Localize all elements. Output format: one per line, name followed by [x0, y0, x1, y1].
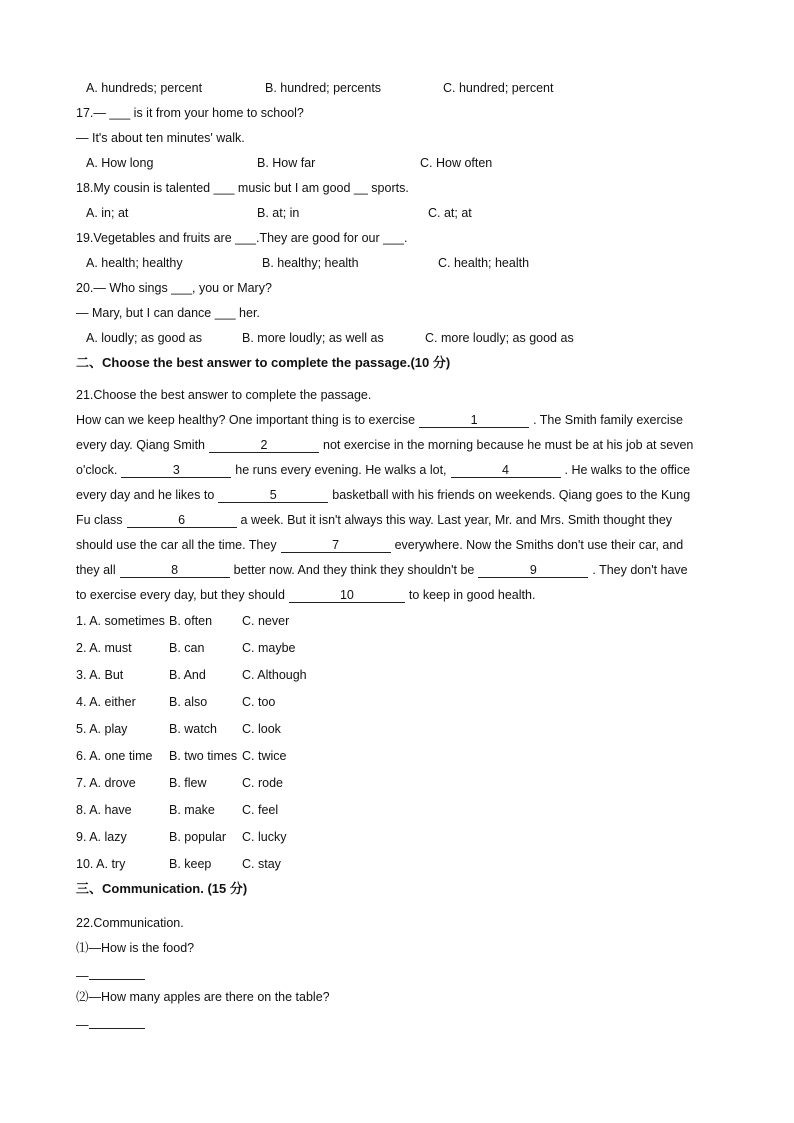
blank-2: 2 [209, 438, 319, 453]
choice-2-a: 2. A. must [76, 641, 132, 655]
choice-1-b: B. often [169, 614, 213, 628]
passage-line-4: every day and he likes to 5 basketball with his friends on weekends. Qiang goes to the Kung [76, 488, 691, 502]
q17-option-c: C. How often [420, 156, 493, 170]
choice-10-a: 10. A. try [76, 857, 126, 871]
passage-line-5: Fu class 6 a week. But it isn't always this way. Last year, Mr. and Mrs. Smith thought they [76, 513, 673, 527]
q18-question: 18.My cousin is talented ___ music but I am good __ sports. [76, 181, 409, 195]
answer-blank-1[interactable] [89, 965, 145, 980]
answer-blank-2[interactable] [89, 1014, 145, 1029]
choice-9-b: B. popular [169, 830, 226, 844]
choice-3-b: B. And [169, 668, 206, 682]
choice-6-a: 6. A. one time [76, 749, 153, 763]
choice-3-a: 3. A. But [76, 668, 124, 682]
choice-1-c: C. never [242, 614, 290, 628]
choice-10-b: B. keep [169, 857, 212, 871]
passage-line-7: they all 8 better now. And they think they shouldn't be 9 . They don't have [76, 563, 688, 577]
q22-item-1: ⑴—How is the food? [76, 941, 195, 955]
q20-answer-line: — Mary, but I can dance ___ her. [76, 306, 260, 320]
choice-8-c: C. feel [242, 803, 279, 817]
q18-option-b: B. at; in [257, 206, 300, 220]
q17-answer-line: — It's about ten minutes' walk. [76, 131, 245, 145]
q19-option-a: A. health; healthy [86, 256, 183, 270]
passage-line-2: every day. Qiang Smith 2 not exercise in the morning because he must be at his job at seven [76, 438, 694, 452]
blank-7: 7 [281, 538, 391, 553]
q19-option-b: B. healthy; health [262, 256, 359, 270]
q22-intro: 22.Communication. [76, 916, 184, 930]
blank-3: 3 [121, 463, 231, 478]
q19-question: 19.Vegetables and fruits are ___.They are good for our ___. [76, 231, 408, 245]
q20-option-a: A. loudly; as good as [86, 331, 203, 345]
passage-line-3: o'clock. 3 he runs every evening. He walks a lot, 4 . He walks to the office [76, 463, 691, 477]
q16-option-c: C. hundred; percent [443, 81, 554, 95]
choice-7-b: B. flew [169, 776, 207, 790]
q22-answer-2: — [76, 1014, 145, 1033]
blank-5: 5 [218, 488, 328, 503]
q17-option-a: A. How long [86, 156, 154, 170]
q20-question: 20.— Who sings ___, you or Mary? [76, 281, 272, 295]
choice-7-c: C. rode [242, 776, 283, 790]
choice-1-a: 1. A. sometimes [76, 614, 165, 628]
choice-6-b: B. two times [169, 749, 238, 763]
q20-option-c: C. more loudly; as good as [425, 331, 574, 345]
blank-10: 10 [289, 588, 405, 603]
choice-3-c: C. Although [242, 668, 307, 682]
choice-4-a: 4. A. either [76, 695, 136, 709]
choice-8-a: 8. A. have [76, 803, 132, 817]
q21-intro: 21.Choose the best answer to complete the passage. [76, 388, 372, 402]
q16-option-b: B. hundred; percents [265, 81, 382, 95]
choice-4-b: B. also [169, 695, 208, 709]
q18-option-c: C. at; at [428, 206, 472, 220]
choice-10-c: C. stay [242, 857, 281, 871]
choice-5-b: B. watch [169, 722, 217, 736]
choice-6-c: C. twice [242, 749, 287, 763]
q20-option-b: B. more loudly; as well as [242, 331, 384, 345]
q22-answer-1: — [76, 965, 145, 984]
q18-option-a: A. in; at [86, 206, 129, 220]
choice-9-a: 9. A. lazy [76, 830, 127, 844]
passage-line-1: How can we keep healthy? One important thing is to exercise 1 . The Smith family exercise [76, 413, 683, 427]
blank-9: 9 [478, 563, 588, 578]
q17-question: 17.— ___ is it from your home to school? [76, 106, 304, 120]
choice-2-c: C. maybe [242, 641, 296, 655]
q19-option-c: C. health; health [438, 256, 530, 270]
q22-item-2: ⑵—How many apples are there on the table? [76, 990, 330, 1004]
passage-line-6: should use the car all the time. They 7 everywhere. Now the Smiths don't use their car, and [76, 538, 684, 552]
choice-2-b: B. can [169, 641, 205, 655]
blank-6: 6 [127, 513, 237, 528]
choice-7-a: 7. A. drove [76, 776, 136, 790]
blank-4: 4 [451, 463, 561, 478]
blank-8: 8 [120, 563, 230, 578]
passage-line-8: to exercise every day, but they should 10 to keep in good health. [76, 588, 536, 602]
q16-option-a: A. hundreds; percent [86, 81, 203, 95]
choice-5-c: C. look [242, 722, 281, 736]
choice-4-c: C. too [242, 695, 276, 709]
q17-option-b: B. How far [257, 156, 316, 170]
choice-8-b: B. make [169, 803, 215, 817]
section-3-heading: 三、Communication. (15 分) [76, 881, 248, 896]
choice-5-a: 5. A. play [76, 722, 128, 736]
choice-9-c: C. lucky [242, 830, 287, 844]
blank-1: 1 [419, 413, 529, 428]
section-2-heading: 二、Choose the best answer to complete the passage.(10 分) [76, 355, 451, 370]
